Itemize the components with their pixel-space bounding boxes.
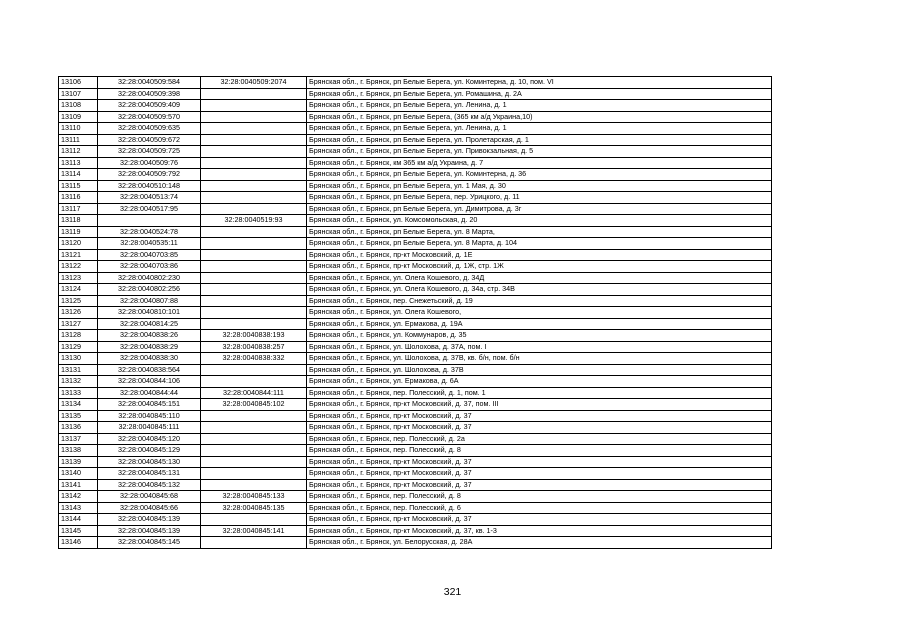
linked-cadastral-number-cell: [201, 100, 307, 112]
table-row: [59, 479, 772, 491]
row-number-cell: 13146: [59, 537, 98, 549]
cadastral-number-cell: 32:28:0040838:29: [98, 341, 201, 353]
address-cell: Брянская обл., г. Брянск, рп Белые Берега, ул. Пролетарская, д. 1: [307, 134, 772, 146]
cadastral-number-cell: 32:28:0040517:95: [98, 203, 201, 215]
linked-cadastral-number-cell: [201, 238, 307, 250]
linked-cadastral-number-cell: [201, 88, 307, 100]
row-number-cell: 13121: [59, 249, 98, 261]
table-body: [59, 77, 772, 549]
address-cell: Брянская обл., г. Брянск, км 365 км а/д Украина, д. 7: [307, 157, 772, 169]
cadastral-number-cell: 32:28:0040814:25: [98, 318, 201, 330]
table-row: [59, 514, 772, 526]
row-number-cell: 13143: [59, 502, 98, 514]
address-cell: Брянская обл., г. Брянск, ул. Олега Кошевого,: [307, 307, 772, 319]
address-cell: Брянская обл., г. Брянск, рп Белые Берега, пер. Урицкого, д. 11: [307, 192, 772, 204]
address-cell: Брянская обл., г. Брянск, рп Белые Берега, ул. 8 Марта, д. 104: [307, 238, 772, 250]
row-number-cell: 13108: [59, 100, 98, 112]
row-number-cell: 13144: [59, 514, 98, 526]
table-row: [59, 226, 772, 238]
table-row: [59, 307, 772, 319]
table-row: [59, 445, 772, 457]
table-row: [59, 399, 772, 411]
property-register-table: [58, 76, 772, 549]
row-number-cell: 13135: [59, 410, 98, 422]
table-row: [59, 525, 772, 537]
cadastral-number-cell: 32:28:0040845:68: [98, 491, 201, 503]
linked-cadastral-number-cell: [201, 445, 307, 457]
row-number-cell: 13134: [59, 399, 98, 411]
linked-cadastral-number-cell: [201, 307, 307, 319]
table-row: [59, 376, 772, 388]
linked-cadastral-number-cell: [201, 111, 307, 123]
address-cell: Брянская обл., г. Брянск, ул. Шолохова, д. 37В: [307, 364, 772, 376]
address-cell: Брянская обл., г. Брянск, ул. Олега Кошевого, д. 34Д: [307, 272, 772, 284]
cadastral-number-cell: 32:28:0040703:86: [98, 261, 201, 273]
row-number-cell: 13109: [59, 111, 98, 123]
table-row: [59, 272, 772, 284]
address-cell: Брянская обл., г. Брянск, пер. Полесский, д. 6: [307, 502, 772, 514]
cadastral-number-cell: 32:28:0040509:725: [98, 146, 201, 158]
table-row: [59, 169, 772, 181]
linked-cadastral-number-cell: [201, 376, 307, 388]
address-cell: Брянская обл., г. Брянск, пер. Полесский, д. 2а: [307, 433, 772, 445]
table-row: [59, 215, 772, 227]
linked-cadastral-number-cell: [201, 203, 307, 215]
row-number-cell: 13116: [59, 192, 98, 204]
row-number-cell: 13125: [59, 295, 98, 307]
address-cell: Брянская обл., г. Брянск, пер. Снежетьский, д. 19: [307, 295, 772, 307]
row-number-cell: 13122: [59, 261, 98, 273]
linked-cadastral-number-cell: [201, 468, 307, 480]
cadastral-number-cell: 32:28:0040845:139: [98, 514, 201, 526]
table-row: [59, 192, 772, 204]
row-number-cell: 13113: [59, 157, 98, 169]
address-cell: Брянская обл., г. Брянск, пр-кт Московский, д. 37: [307, 468, 772, 480]
address-cell: Брянская обл., г. Брянск, рп Белые Берега, ул. Ленина, д. 1: [307, 100, 772, 112]
row-number-cell: 13127: [59, 318, 98, 330]
table-row: [59, 491, 772, 503]
row-number-cell: 13140: [59, 468, 98, 480]
address-cell: Брянская обл., г. Брянск, рп Белые Берега, (365 км а/д Украина,10): [307, 111, 772, 123]
linked-cadastral-number-cell: 32:28:0040838:257: [201, 341, 307, 353]
row-number-cell: 13119: [59, 226, 98, 238]
table-row: [59, 318, 772, 330]
address-cell: Брянская обл., г. Брянск, рп Белые Берега, ул. Коминтерна, д. 36: [307, 169, 772, 181]
row-number-cell: 13117: [59, 203, 98, 215]
table-row: [59, 433, 772, 445]
address-cell: Брянская обл., г. Брянск, пр-кт Московский, д. 37: [307, 479, 772, 491]
cadastral-number-cell: 32:28:0040509:76: [98, 157, 201, 169]
address-cell: Брянская обл., г. Брянск, ул. Коммунаров, д. 35: [307, 330, 772, 342]
row-number-cell: 13141: [59, 479, 98, 491]
linked-cadastral-number-cell: 32:28:0040519:93: [201, 215, 307, 227]
row-number-cell: 13120: [59, 238, 98, 250]
linked-cadastral-number-cell: [201, 261, 307, 273]
linked-cadastral-number-cell: [201, 169, 307, 181]
cadastral-number-cell: 32:28:0040845:120: [98, 433, 201, 445]
table-row: [59, 341, 772, 353]
cadastral-number-cell: 32:28:0040838:30: [98, 353, 201, 365]
address-cell: Брянская обл., г. Брянск, пр-кт Московский, д. 37: [307, 422, 772, 434]
table-row: [59, 537, 772, 549]
address-cell: Брянская обл., г. Брянск, рп Белые Берега, ул. Привокзальная, д. 5: [307, 146, 772, 158]
table-row: [59, 468, 772, 480]
row-number-cell: 13110: [59, 123, 98, 135]
row-number-cell: 13118: [59, 215, 98, 227]
address-cell: Брянская обл., г. Брянск, ул. Ермакова, д. 6А: [307, 376, 772, 388]
cadastral-number-cell: 32:28:0040509:584: [98, 77, 201, 89]
cadastral-number-cell: 32:28:0040845:151: [98, 399, 201, 411]
address-cell: Брянская обл., г. Брянск, рп Белые Берега, ул. Ленина, д. 1: [307, 123, 772, 135]
address-cell: Брянская обл., г. Брянск, ул. Комсомольская, д. 20: [307, 215, 772, 227]
row-number-cell: 13111: [59, 134, 98, 146]
cadastral-number-cell: 32:28:0040845:129: [98, 445, 201, 457]
linked-cadastral-number-cell: 32:28:0040845:102: [201, 399, 307, 411]
row-number-cell: 13123: [59, 272, 98, 284]
table-row: [59, 249, 772, 261]
table-row: [59, 123, 772, 135]
cadastral-number-cell: 32:28:0040524:78: [98, 226, 201, 238]
table-row: [59, 134, 772, 146]
linked-cadastral-number-cell: [201, 134, 307, 146]
table-row: [59, 146, 772, 158]
linked-cadastral-number-cell: 32:28:0040845:133: [201, 491, 307, 503]
table-row: [59, 77, 772, 89]
cadastral-number-cell: 32:28:0040845:132: [98, 479, 201, 491]
linked-cadastral-number-cell: [201, 537, 307, 549]
address-cell: Брянская обл., г. Брянск, пер. Полесский, д. 8: [307, 491, 772, 503]
address-cell: Брянская обл., г. Брянск, пр-кт Московский, д. 1Е: [307, 249, 772, 261]
linked-cadastral-number-cell: [201, 364, 307, 376]
cadastral-number-cell: 32:28:0040845:131: [98, 468, 201, 480]
cadastral-number-cell: 32:28:0040844:44: [98, 387, 201, 399]
cadastral-number-cell: [98, 215, 201, 227]
linked-cadastral-number-cell: 32:28:0040845:135: [201, 502, 307, 514]
address-cell: Брянская обл., г. Брянск, рп Белые Берега, ул. 8 Марта,: [307, 226, 772, 238]
row-number-cell: 13132: [59, 376, 98, 388]
table-row: [59, 284, 772, 296]
linked-cadastral-number-cell: [201, 479, 307, 491]
row-number-cell: 13115: [59, 180, 98, 192]
cadastral-number-cell: 32:28:0040807:88: [98, 295, 201, 307]
table-row: [59, 330, 772, 342]
cadastral-number-cell: 32:28:0040509:398: [98, 88, 201, 100]
table-row: [59, 238, 772, 250]
cadastral-number-cell: 32:28:0040845:130: [98, 456, 201, 468]
address-cell: Брянская обл., г. Брянск, пр-кт Московский, д. 1Ж, стр. 1Ж: [307, 261, 772, 273]
cadastral-number-cell: 32:28:0040810:101: [98, 307, 201, 319]
table-row: [59, 295, 772, 307]
linked-cadastral-number-cell: [201, 123, 307, 135]
row-number-cell: 13145: [59, 525, 98, 537]
address-cell: Брянская обл., г. Брянск, пер. Полесский, д. 8: [307, 445, 772, 457]
linked-cadastral-number-cell: [201, 422, 307, 434]
row-number-cell: 13112: [59, 146, 98, 158]
address-cell: Брянская обл., г. Брянск, пр-кт Московский, д. 37: [307, 514, 772, 526]
cadastral-number-cell: 32:28:0040510:148: [98, 180, 201, 192]
address-cell: Брянская обл., г. Брянск, пр-кт Московский, д. 37: [307, 456, 772, 468]
linked-cadastral-number-cell: [201, 192, 307, 204]
linked-cadastral-number-cell: 32:28:0040844:111: [201, 387, 307, 399]
row-number-cell: 13136: [59, 422, 98, 434]
address-cell: Брянская обл., г. Брянск, ул. Шолохова, д. 37А, пом. I: [307, 341, 772, 353]
cadastral-number-cell: 32:28:0040509:635: [98, 123, 201, 135]
cadastral-number-cell: 32:28:0040844:106: [98, 376, 201, 388]
cadastral-number-cell: 32:28:0040845:110: [98, 410, 201, 422]
linked-cadastral-number-cell: 32:28:0040838:193: [201, 330, 307, 342]
linked-cadastral-number-cell: 32:28:0040845:141: [201, 525, 307, 537]
cadastral-number-cell: 32:28:0040802:230: [98, 272, 201, 284]
row-number-cell: 13142: [59, 491, 98, 503]
linked-cadastral-number-cell: [201, 180, 307, 192]
linked-cadastral-number-cell: [201, 284, 307, 296]
page-number: 321: [443, 586, 462, 598]
table-row: [59, 387, 772, 399]
linked-cadastral-number-cell: [201, 410, 307, 422]
row-number-cell: 13124: [59, 284, 98, 296]
table-row: [59, 157, 772, 169]
address-cell: Брянская обл., г. Брянск, ул. Белорусская, д. 28А: [307, 537, 772, 549]
row-number-cell: 13114: [59, 169, 98, 181]
address-cell: Брянская обл., г. Брянск, ул. Ермакова, д. 19А: [307, 318, 772, 330]
linked-cadastral-number-cell: [201, 226, 307, 238]
linked-cadastral-number-cell: 32:28:0040509:2074: [201, 77, 307, 89]
cadastral-number-cell: 32:28:0040509:792: [98, 169, 201, 181]
cadastral-number-cell: 32:28:0040845:139: [98, 525, 201, 537]
address-cell: Брянская обл., г. Брянск, ул. Шолохова, д. 37В, кв. б/н, пом. б/н: [307, 353, 772, 365]
row-number-cell: 13131: [59, 364, 98, 376]
address-cell: Брянская обл., г. Брянск, рп Белые Берега, ул. Димитрова, д. 3г: [307, 203, 772, 215]
address-cell: Брянская обл., г. Брянск, пер. Полесский, д. 1, пом. 1: [307, 387, 772, 399]
cadastral-number-cell: 32:28:0040802:256: [98, 284, 201, 296]
cadastral-number-cell: 32:28:0040509:672: [98, 134, 201, 146]
row-number-cell: 13130: [59, 353, 98, 365]
table-row: [59, 88, 772, 100]
address-cell: Брянская обл., г. Брянск, ул. Олега Кошевого, д. 34а, стр. 34В: [307, 284, 772, 296]
table-row: [59, 180, 772, 192]
linked-cadastral-number-cell: [201, 433, 307, 445]
row-number-cell: 13106: [59, 77, 98, 89]
address-cell: Брянская обл., г. Брянск, пр-кт Московский, д. 37: [307, 410, 772, 422]
table-row: [59, 422, 772, 434]
cadastral-number-cell: 32:28:0040845:66: [98, 502, 201, 514]
table-row: [59, 353, 772, 365]
linked-cadastral-number-cell: [201, 456, 307, 468]
row-number-cell: 13126: [59, 307, 98, 319]
table-row: [59, 456, 772, 468]
row-number-cell: 13129: [59, 341, 98, 353]
cadastral-number-cell: 32:28:0040845:111: [98, 422, 201, 434]
row-number-cell: 13137: [59, 433, 98, 445]
table-row: [59, 100, 772, 112]
table-row: [59, 502, 772, 514]
cadastral-number-cell: 32:28:0040845:145: [98, 537, 201, 549]
table-row: [59, 410, 772, 422]
table-row: [59, 261, 772, 273]
table-row: [59, 203, 772, 215]
address-cell: Брянская обл., г. Брянск, рп Белые Берега, ул. Ромашина, д. 2А: [307, 88, 772, 100]
row-number-cell: 13138: [59, 445, 98, 457]
cadastral-number-cell: 32:28:0040838:564: [98, 364, 201, 376]
address-cell: Брянская обл., г. Брянск, пр-кт Московский, д. 37, кв. 1-3: [307, 525, 772, 537]
table-row: [59, 111, 772, 123]
linked-cadastral-number-cell: [201, 295, 307, 307]
cadastral-number-cell: 32:28:0040509:409: [98, 100, 201, 112]
cadastral-number-cell: 32:28:0040535:11: [98, 238, 201, 250]
cadastral-number-cell: 32:28:0040513:74: [98, 192, 201, 204]
linked-cadastral-number-cell: [201, 157, 307, 169]
cadastral-number-cell: 32:28:0040703:85: [98, 249, 201, 261]
linked-cadastral-number-cell: [201, 514, 307, 526]
cadastral-number-cell: 32:28:0040838:26: [98, 330, 201, 342]
linked-cadastral-number-cell: 32:28:0040838:332: [201, 353, 307, 365]
linked-cadastral-number-cell: [201, 272, 307, 284]
address-cell: Брянская обл., г. Брянск, пр-кт Московский, д. 37, пом. III: [307, 399, 772, 411]
table-row: [59, 364, 772, 376]
linked-cadastral-number-cell: [201, 249, 307, 261]
row-number-cell: 13128: [59, 330, 98, 342]
linked-cadastral-number-cell: [201, 146, 307, 158]
row-number-cell: 13133: [59, 387, 98, 399]
cadastral-number-cell: 32:28:0040509:570: [98, 111, 201, 123]
address-cell: Брянская обл., г. Брянск, рп Белые Берега, ул. Коминтерна, д. 10, пом. VI: [307, 77, 772, 89]
address-cell: Брянская обл., г. Брянск, рп Белые Берега, ул. 1 Мая, д. 30: [307, 180, 772, 192]
row-number-cell: 13107: [59, 88, 98, 100]
linked-cadastral-number-cell: [201, 318, 307, 330]
row-number-cell: 13139: [59, 456, 98, 468]
